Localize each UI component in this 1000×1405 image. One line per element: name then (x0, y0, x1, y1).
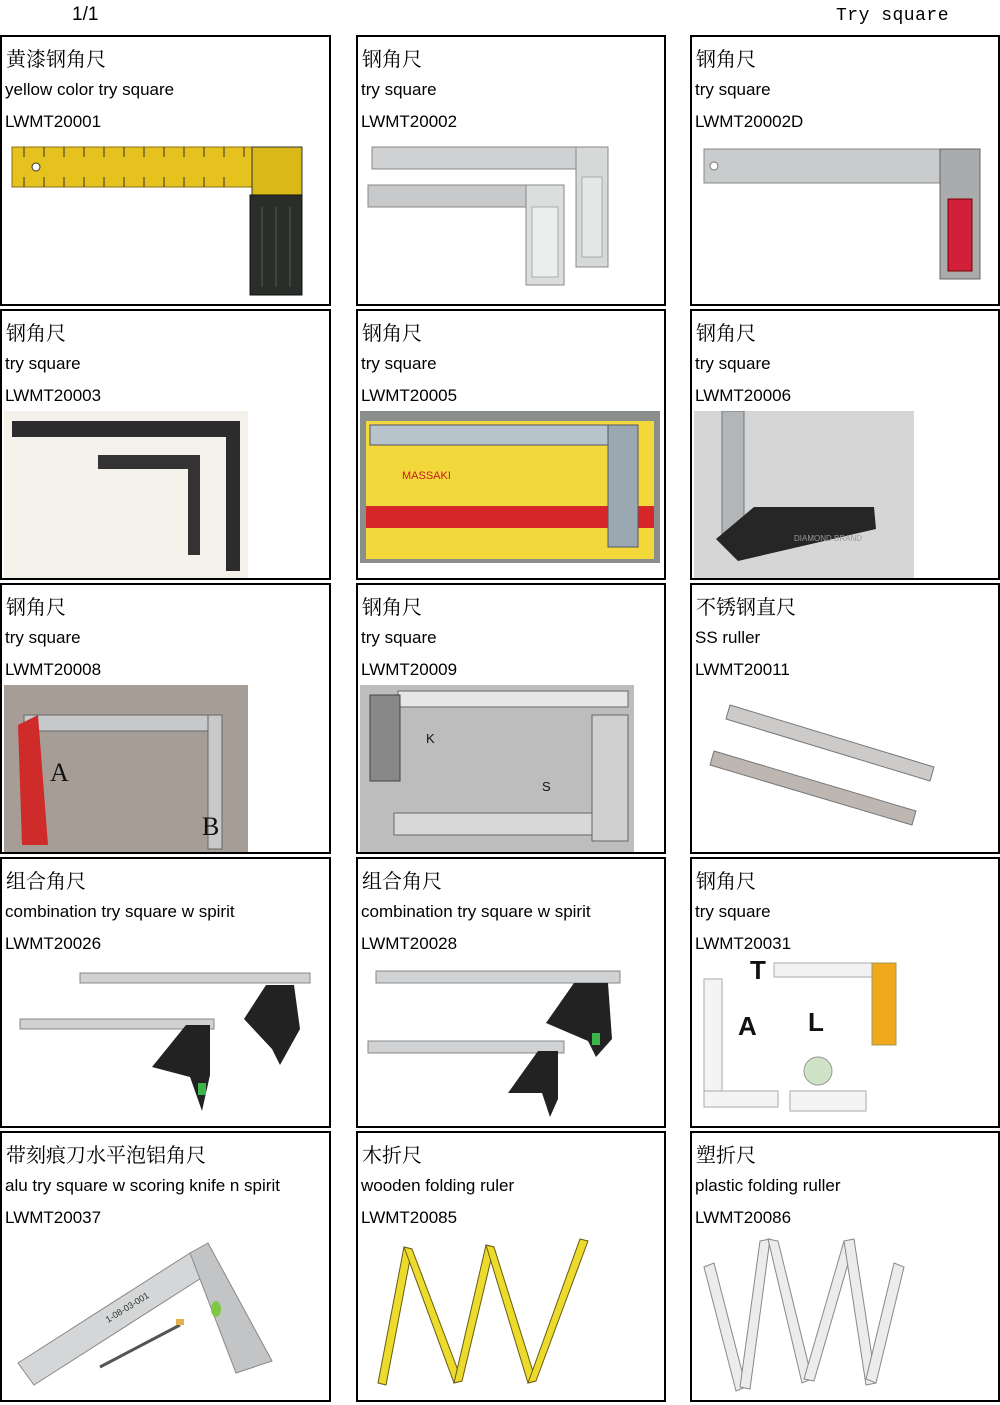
product-cell (690, 857, 1000, 1128)
page-number: 1/1 (72, 4, 99, 25)
product-name-zh: 钢角尺 (6, 595, 66, 619)
product-name-zh: 塑折尺 (696, 1143, 756, 1167)
black-framing-square-icon (4, 411, 248, 579)
product-name-en: try square (695, 80, 771, 99)
annotation-label: K (426, 731, 435, 746)
product-code: LWMT20002D (695, 112, 804, 131)
annotation-label: A (738, 1011, 757, 1041)
annotation-label: T (750, 959, 766, 985)
product-code: LWMT20037 (5, 1208, 102, 1227)
product-name-zh: 钢角尺 (6, 321, 66, 345)
product-cell (690, 309, 1000, 580)
product-name-en: yellow color try square (5, 80, 175, 99)
steel-try-square-pair-icon (360, 137, 664, 302)
product-name-en: wooden folding ruler (361, 1176, 515, 1195)
document-title: Try square (836, 6, 950, 26)
product-name-en: combination try square w spirit (361, 902, 591, 921)
product-name-en: try square (695, 902, 771, 921)
product-code: LWMT20085 (361, 1208, 458, 1227)
combination-square-pair-icon (360, 959, 660, 1124)
product-code: LWMT20001 (5, 112, 102, 131)
product-name-zh: 木折尺 (362, 1143, 422, 1167)
brand-label: MASSAKI (402, 470, 451, 482)
try-square-red-handle-labeled-icon (4, 685, 248, 853)
product-code: LWMT20031 (695, 934, 792, 953)
product-name-en: SS ruller (695, 628, 761, 647)
product-name-zh: 带刻痕刀水平泡铝角尺 (6, 1143, 206, 1167)
product-name-en: combination try square w spirit (5, 902, 235, 921)
product-name-zh: 黄漆钢角尺 (6, 47, 106, 71)
annotation-label: B (202, 812, 220, 841)
product-cell (0, 1131, 331, 1402)
try-square-level-labeled-icon (694, 959, 994, 1124)
product-cell (0, 857, 331, 1128)
product-name-zh: 钢角尺 (362, 321, 422, 345)
product-name-zh: 钢角尺 (696, 869, 756, 893)
product-code: LWMT20003 (5, 386, 102, 405)
framing-square-labeled-icon (360, 685, 634, 853)
product-cell (690, 1131, 1000, 1402)
product-cell (356, 309, 666, 580)
product-marking: 1-08-03-001 (103, 1290, 151, 1325)
combination-square-pair-icon (4, 959, 330, 1124)
product-code: LWMT20008 (5, 660, 102, 679)
product-name-en: try square (361, 628, 437, 647)
product-name-en: try square (5, 354, 81, 373)
product-code: LWMT20026 (5, 934, 102, 953)
product-name-zh: 钢角尺 (362, 595, 422, 619)
product-cell (0, 309, 331, 580)
product-name-zh: 组合角尺 (362, 869, 442, 893)
alu-try-square-knife-icon (4, 1233, 330, 1398)
steel-try-square-red-handle-icon (694, 137, 998, 302)
product-name-zh: 钢角尺 (362, 47, 422, 71)
product-code: LWMT20086 (695, 1208, 792, 1227)
product-name-zh: 组合角尺 (6, 869, 86, 893)
plastic-folding-ruler-icon (694, 1233, 994, 1398)
wooden-folding-ruler-icon (360, 1233, 660, 1398)
product-cell (356, 35, 666, 306)
product-name-en: try square (361, 80, 437, 99)
product-code: LWMT20009 (361, 660, 458, 679)
product-name-en: plastic folding ruller (695, 1176, 841, 1195)
product-code: LWMT20006 (695, 386, 792, 405)
product-code: LWMT20002 (361, 112, 458, 131)
product-name-zh: 钢角尺 (696, 321, 756, 345)
annotation-label: S (542, 779, 551, 794)
product-code: LWMT20028 (361, 934, 458, 953)
product-cell (356, 1131, 666, 1402)
product-name-zh: 钢角尺 (696, 47, 756, 71)
annotation-label: A (50, 758, 69, 787)
product-cell (356, 583, 666, 854)
product-code: LWMT20005 (361, 386, 458, 405)
product-name-en: try square (695, 354, 771, 373)
yellow-try-square-icon (4, 137, 330, 305)
product-name-en: alu try square w scoring knife n spirit (5, 1176, 280, 1195)
steel-rulers-icon (694, 685, 994, 850)
product-cell (356, 857, 666, 1128)
product-cell (690, 583, 1000, 854)
product-name-en: try square (361, 354, 437, 373)
product-cell (0, 35, 331, 306)
annotation-label: L (808, 1007, 824, 1037)
product-name-zh: 不锈钢直尺 (696, 595, 796, 619)
product-cell (690, 35, 1000, 306)
product-code: LWMT20011 (695, 660, 790, 679)
product-name-en: try square (5, 628, 81, 647)
try-square-on-box-icon (360, 411, 660, 563)
brand-label: DIAMOND BRAND (794, 534, 863, 543)
try-square-black-handle-icon (694, 411, 914, 579)
product-cell (0, 583, 331, 854)
